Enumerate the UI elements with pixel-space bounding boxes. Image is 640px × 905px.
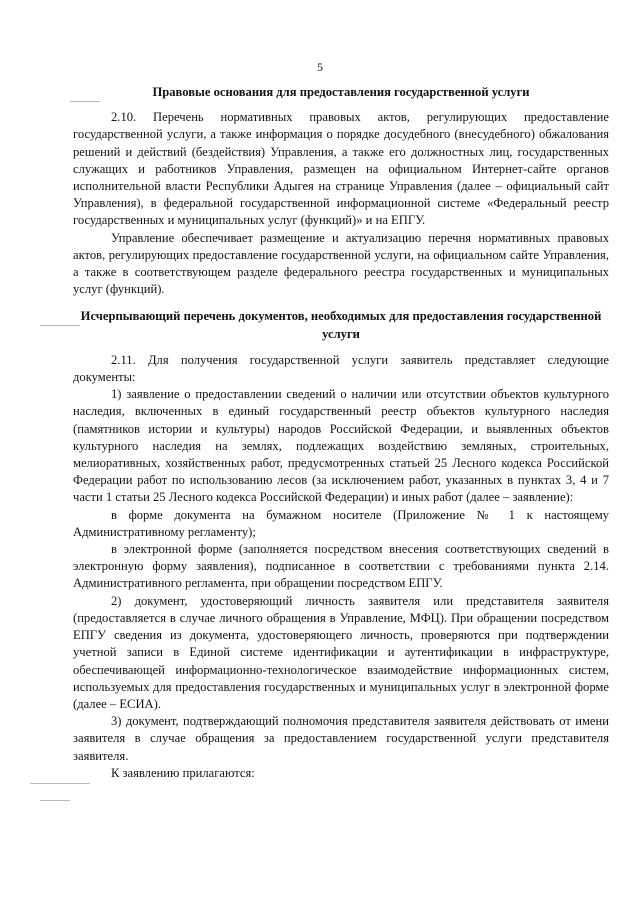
paragraph-electronic-form: в электронной форме (заполняется посредством внесения соответствующих сведений в электронную форму заявления), подписанное в соответствии с требованиями пункта 2.14. Административного регламента, при обращении посредством ЕПГУ. [73,542,609,591]
document-body [73,84,609,782]
list-item-authority-document: 3) документ, подтверждающий полномочия представителя заявителя действовать от имени заявителя в случае обращения за предоставлением государственной услуги представителя заявителя. [73,714,609,763]
section-heading-documents: Исчерпывающий перечень документов, необходимых для предоставления государственной услуги [80,309,602,341]
section-heading-legal-basis: Правовые основания для предоставления государственной услуги [152,85,530,99]
page-number: 5 [317,60,323,74]
scan-speck [40,800,70,801]
paragraph-paper-form: в форме документа на бумажном носителе (Приложение № 1 к настоящему Административному регламенту); [73,507,609,539]
list-item-application: 1) заявление о предоставлении сведений о наличии или отсутствии объектов культурного наследия, включенных в единый государственный реестр объектов культурного наследия (памятников истории и культуры) народов Российской Федерации, и выявленных объектов культурного наследия на землях, подлежащих воздействию земляных, строительных, мелиоративных, хозяйственных работ, предусмотренных статьей 25 Лесного кодекса Российской Федерации работ по использованию лесов (за исключением работ, указанных в пунктах 3, 4 и 7 части 1 статьи 25 Лесного кодекса Российской Федерации) и иных работ (далее – заявление): [73,387,609,505]
paragraph-2-11: 2.11. Для получения государственной услуги заявитель представляет следующие документы: [73,352,609,385]
scan-speck [30,783,90,784]
paragraph-attachments: К заявлению прилагаются: [111,765,255,780]
list-item-identity-document: 2) документ, удостоверяющий личность заявителя или представителя заявителя (предоставляется в случае личного обращения в Управление, МФЦ). При обращении посредством ЕПГУ сведения из документа, удостоверяющего личность, проверяются при подтверждении учетной записи в Единой системе идентификации и аутентификации в инфраструктуре, обеспечивающей информационно-технологическое взаимодействие информационных систем, используемых для предоставления государственных и муниципальных услуг в электронной форме (далее – ЕСИА). [73,593,609,711]
paragraph-management: Управление обеспечивает размещение и актуализацию перечня нормативных правовых актов, регулирующих предоставление государственной услуги, на официальном сайте Управления, а также в соответствующем разделе федерального реестра государственных и муниципальных услуг (функций). [73,230,609,297]
paragraph-2-10: 2.10. Перечень нормативных правовых актов, регулирующих предоставление государственной услуги, а также информация о порядке досудебного (внесудебного) обжалования решений и действий (бездействия) Управления, а также его должностных лиц, государственных служащих и работников Управления, размещен на официальном Интернет-сайте органов исполнительной власти Республики Адыгея на странице Управления (далее – официальный сайт Управления), в федеральной государственной информационной системе «Федеральный реестр государственных и муниципальных услуг (функций)» и на ЕПГУ. [73,110,609,228]
